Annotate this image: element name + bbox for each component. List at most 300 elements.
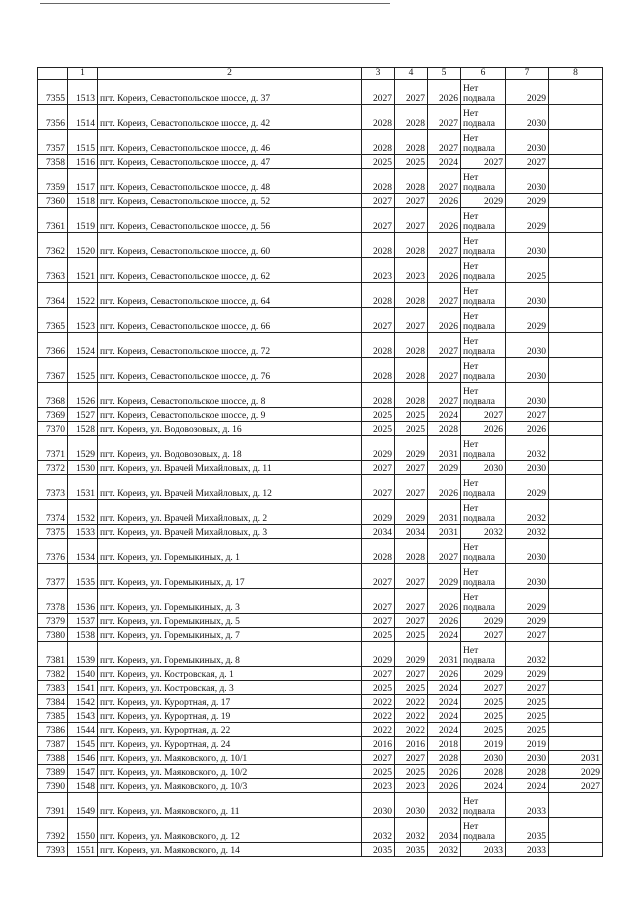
col-5-value: 2026 [428,194,461,208]
col-8-value [549,105,603,130]
col-8-value [549,169,603,194]
col-5-value: 2027 [428,105,461,130]
header-cell: 1 [68,68,98,80]
row-number: 7392 [38,818,68,843]
col-4-value: 2028 [395,130,428,155]
col-6-value: Нет подвала [461,500,506,525]
col-1-value: 1543 [68,709,98,723]
col-3-value: 2022 [362,695,395,709]
address-cell: пгт. Кореиз, ул. Курортная, д. 19 [98,709,362,723]
col-7-value: 2030 [506,751,549,765]
col-8-value: 2027 [549,779,603,793]
col-3-value: 2027 [362,80,395,105]
col-8-value [549,695,603,709]
page-top-rule [40,3,390,4]
col-8-value [549,333,603,358]
col-1-value: 1513 [68,80,98,105]
row-number: 7380 [38,628,68,642]
col-7-value: 2032 [506,525,549,539]
col-7-value: 2019 [506,737,549,751]
col-1-value: 1542 [68,695,98,709]
col-6-value: Нет подвала [461,283,506,308]
table-row [38,169,603,194]
col-6-value: 2024 [461,779,506,793]
table-row [38,308,603,333]
col-1-value: 1526 [68,383,98,408]
address-cell: пгт. Кореиз, ул. Водовозовых, д. 18 [98,436,362,461]
col-4-value: 2034 [395,525,428,539]
col-1-value: 1533 [68,525,98,539]
col-4-value: 2027 [395,194,428,208]
row-number: 7384 [38,695,68,709]
col-6-value: 2029 [461,667,506,681]
table-row [38,628,603,642]
col-1-value: 1539 [68,642,98,667]
col-1-value: 1514 [68,105,98,130]
col-6-value: Нет подвала [461,208,506,233]
row-number: 7378 [38,589,68,614]
col-4-value: 2028 [395,169,428,194]
col-5-value: 2026 [428,667,461,681]
col-6-value: 2027 [461,681,506,695]
col-5-value: 2024 [428,681,461,695]
address-cell: пгт. Кореиз, Севастопольское шоссе, д. 76 [98,358,362,383]
col-1-value: 1525 [68,358,98,383]
col-7-value: 2029 [506,208,549,233]
header-cell: 3 [362,68,395,80]
col-5-value: 2026 [428,208,461,233]
row-number: 7390 [38,779,68,793]
header-cell: 6 [461,68,506,80]
col-3-value: 2028 [362,383,395,408]
address-cell: пгт. Кореиз, ул. Маяковского, д. 10/1 [98,751,362,765]
col-7-value: 2029 [506,667,549,681]
col-3-value: 2028 [362,283,395,308]
col-6-value: Нет подвала [461,642,506,667]
table-row [38,194,603,208]
col-7-value: 2025 [506,258,549,283]
col-7-value: 2030 [506,358,549,383]
col-8-value [549,383,603,408]
col-3-value: 2022 [362,709,395,723]
row-number: 7389 [38,765,68,779]
col-6-value: 2025 [461,695,506,709]
col-1-value: 1537 [68,614,98,628]
table-row [38,80,603,105]
col-5-value: 2024 [428,155,461,169]
address-cell: пгт. Кореиз, ул. Маяковского, д. 10/2 [98,765,362,779]
col-6-value: Нет подвала [461,436,506,461]
col-6-value: 2019 [461,737,506,751]
row-number: 7383 [38,681,68,695]
col-8-value [549,525,603,539]
col-5-value: 2034 [428,818,461,843]
address-cell: пгт. Кореиз, ул. Курортная, д. 22 [98,723,362,737]
col-8-value [549,539,603,564]
col-6-value: Нет подвала [461,80,506,105]
col-3-value: 2022 [362,723,395,737]
col-7-value: 2030 [506,283,549,308]
col-6-value: 2027 [461,628,506,642]
address-cell: пгт. Кореиз, ул. Горемыкиных, д. 1 [98,539,362,564]
address-cell: пгт. Кореиз, Севастопольское шоссе, д. 56 [98,208,362,233]
col-6-value: 2032 [461,525,506,539]
col-1-value: 1544 [68,723,98,737]
col-5-value: 2027 [428,283,461,308]
table-row [38,358,603,383]
col-5-value: 2032 [428,793,461,818]
col-8-value [549,681,603,695]
col-1-value: 1518 [68,194,98,208]
row-number: 7391 [38,793,68,818]
col-6-value: 2027 [461,155,506,169]
col-3-value: 2025 [362,765,395,779]
table-row [38,681,603,695]
table-row [38,422,603,436]
col-3-value: 2027 [362,667,395,681]
row-number: 7379 [38,614,68,628]
row-number: 7382 [38,667,68,681]
col-4-value: 2027 [395,208,428,233]
col-3-value: 2025 [362,681,395,695]
col-5-value: 2028 [428,751,461,765]
col-8-value [549,283,603,308]
col-8-value [549,628,603,642]
col-5-value: 2029 [428,461,461,475]
col-8-value [549,436,603,461]
row-number: 7364 [38,283,68,308]
col-7-value: 2029 [506,194,549,208]
col-3-value: 2027 [362,208,395,233]
row-number: 7356 [38,105,68,130]
row-number: 7370 [38,422,68,436]
col-5-value: 2031 [428,436,461,461]
col-8-value [549,737,603,751]
col-6-value: 2030 [461,751,506,765]
table-row [38,500,603,525]
col-4-value: 2028 [395,383,428,408]
col-8-value [549,793,603,818]
col-6-value: 2029 [461,614,506,628]
col-7-value: 2030 [506,564,549,589]
col-7-value: 2029 [506,475,549,500]
col-4-value: 2027 [395,80,428,105]
col-3-value: 2028 [362,233,395,258]
col-4-value: 2032 [395,818,428,843]
address-cell: пгт. Кореиз, Севастопольское шоссе, д. 42 [98,105,362,130]
col-1-value: 1528 [68,422,98,436]
col-7-value: 2032 [506,500,549,525]
col-4-value: 2027 [395,589,428,614]
col-4-value: 2025 [395,628,428,642]
col-5-value: 2031 [428,525,461,539]
col-4-value: 2028 [395,283,428,308]
col-5-value: 2028 [428,422,461,436]
col-3-value: 2028 [362,539,395,564]
col-3-value: 2027 [362,614,395,628]
col-5-value: 2027 [428,233,461,258]
col-7-value: 2028 [506,765,549,779]
col-3-value: 2029 [362,500,395,525]
col-1-value: 1535 [68,564,98,589]
col-7-value: 2025 [506,695,549,709]
table-row [38,461,603,475]
col-6-value: Нет подвала [461,589,506,614]
col-5-value: 2026 [428,614,461,628]
col-3-value: 2027 [362,194,395,208]
header-cell: 2 [98,68,362,80]
table-row [38,723,603,737]
table-row [38,155,603,169]
col-7-value: 2025 [506,709,549,723]
col-8-value [549,475,603,500]
table-row [38,130,603,155]
address-cell: пгт. Кореиз, ул. Костровская, д. 3 [98,681,362,695]
table-row [38,818,603,843]
col-6-value: Нет подвала [461,130,506,155]
col-1-value: 1548 [68,779,98,793]
col-5-value: 2026 [428,765,461,779]
col-4-value: 2027 [395,751,428,765]
col-8-value [549,408,603,422]
col-3-value: 2029 [362,642,395,667]
col-5-value: 2024 [428,709,461,723]
address-cell: пгт. Кореиз, Севастопольское шоссе, д. 66 [98,308,362,333]
col-5-value: 2026 [428,475,461,500]
col-3-value: 2027 [362,564,395,589]
address-cell: пгт. Кореиз, Севастопольское шоссе, д. 60 [98,233,362,258]
address-cell: пгт. Кореиз, ул. Маяковского, д. 14 [98,843,362,857]
table-row [38,208,603,233]
col-7-value: 2024 [506,779,549,793]
col-3-value: 2025 [362,628,395,642]
address-cell: пгт. Кореиз, Севастопольское шоссе, д. 52 [98,194,362,208]
col-6-value: 2028 [461,765,506,779]
table-row [38,525,603,539]
col-5-value: 2027 [428,130,461,155]
col-1-value: 1521 [68,258,98,283]
col-8-value [549,564,603,589]
col-8-value: 2029 [549,765,603,779]
col-8-value [549,461,603,475]
col-4-value: 2029 [395,500,428,525]
col-4-value: 2027 [395,614,428,628]
table-row [38,283,603,308]
row-number: 7393 [38,843,68,857]
col-8-value [549,589,603,614]
col-7-value: 2030 [506,383,549,408]
col-5-value: 2027 [428,358,461,383]
col-6-value: Нет подвала [461,383,506,408]
col-1-value: 1522 [68,283,98,308]
col-1-value: 1538 [68,628,98,642]
col-7-value: 2030 [506,461,549,475]
row-number: 7365 [38,308,68,333]
col-4-value: 2025 [395,681,428,695]
col-6-value: Нет подвала [461,258,506,283]
address-cell: пгт. Кореиз, ул. Врачей Михайловых, д. 2 [98,500,362,525]
address-cell: пгт. Кореиз, ул. Курортная, д. 17 [98,695,362,709]
col-4-value: 2025 [395,422,428,436]
address-cell: пгт. Кореиз, ул. Горемыкиных, д. 5 [98,614,362,628]
col-7-value: 2027 [506,155,549,169]
col-5-value: 2026 [428,589,461,614]
address-cell: пгт. Кореиз, ул. Горемыкиных, д. 8 [98,642,362,667]
col-8-value [549,208,603,233]
col-3-value: 2025 [362,408,395,422]
col-7-value: 2029 [506,589,549,614]
col-5-value: 2018 [428,737,461,751]
col-1-value: 1531 [68,475,98,500]
col-5-value: 2027 [428,333,461,358]
row-number: 7358 [38,155,68,169]
col-3-value: 2028 [362,169,395,194]
col-6-value: Нет подвала [461,358,506,383]
col-3-value: 2032 [362,818,395,843]
row-number: 7386 [38,723,68,737]
row-number: 7377 [38,564,68,589]
col-8-value [549,818,603,843]
col-3-value: 2023 [362,779,395,793]
col-3-value: 2028 [362,333,395,358]
col-1-value: 1523 [68,308,98,333]
col-4-value: 2016 [395,737,428,751]
col-8-value [549,130,603,155]
col-3-value: 2027 [362,308,395,333]
col-4-value: 2035 [395,843,428,857]
col-6-value: 2029 [461,194,506,208]
row-number: 7366 [38,333,68,358]
col-4-value: 2027 [395,308,428,333]
col-4-value: 2028 [395,233,428,258]
col-6-value: 2030 [461,461,506,475]
col-7-value: 2030 [506,130,549,155]
col-4-value: 2028 [395,333,428,358]
row-number: 7371 [38,436,68,461]
col-5-value: 2026 [428,779,461,793]
col-8-value [549,233,603,258]
col-3-value: 2027 [362,461,395,475]
col-6-value: Нет подвала [461,793,506,818]
col-1-value: 1520 [68,233,98,258]
col-7-value: 2027 [506,681,549,695]
table-row [38,233,603,258]
col-4-value: 2025 [395,765,428,779]
col-6-value: 2033 [461,843,506,857]
table-row [38,564,603,589]
table-row [38,843,603,857]
col-6-value: Нет подвала [461,308,506,333]
col-6-value: 2026 [461,422,506,436]
row-number: 7387 [38,737,68,751]
table-row [38,258,603,283]
table-row [38,695,603,709]
col-4-value: 2025 [395,408,428,422]
table-row [38,642,603,667]
col-7-value: 2030 [506,169,549,194]
col-1-value: 1551 [68,843,98,857]
row-number: 7381 [38,642,68,667]
col-8-value [549,709,603,723]
table-row [38,475,603,500]
table-row [38,793,603,818]
col-1-value: 1546 [68,751,98,765]
col-5-value: 2027 [428,383,461,408]
header-cell [38,68,68,80]
col-8-value [549,308,603,333]
table-row [38,751,603,765]
address-cell: пгт. Кореиз, ул. Врачей Михайловых, д. 12 [98,475,362,500]
table-row [38,589,603,614]
col-1-value: 1547 [68,765,98,779]
header-cell: 8 [549,68,603,80]
col-7-value: 2030 [506,539,549,564]
col-6-value: Нет подвала [461,539,506,564]
col-1-value: 1536 [68,589,98,614]
col-5-value: 2027 [428,539,461,564]
col-7-value: 2032 [506,642,549,667]
table-row [38,667,603,681]
address-cell: пгт. Кореиз, Севастопольское шоссе, д. 8 [98,383,362,408]
address-cell: пгт. Кореиз, Севастопольское шоссе, д. 9 [98,408,362,422]
table-row [38,779,603,793]
address-cell: пгт. Кореиз, ул. Водовозовых, д. 16 [98,422,362,436]
col-7-value: 2029 [506,80,549,105]
row-number: 7362 [38,233,68,258]
col-1-value: 1517 [68,169,98,194]
row-number: 7372 [38,461,68,475]
col-6-value: Нет подвала [461,475,506,500]
col-1-value: 1549 [68,793,98,818]
col-7-value: 2030 [506,233,549,258]
table-row [38,383,603,408]
table-row [38,539,603,564]
col-3-value: 2035 [362,843,395,857]
address-cell: пгт. Кореиз, ул. Горемыкиных, д. 3 [98,589,362,614]
col-7-value: 2030 [506,105,549,130]
address-cell: пгт. Кореиз, ул. Врачей Михайловых, д. 11 [98,461,362,475]
col-5-value: 2024 [428,628,461,642]
row-number: 7385 [38,709,68,723]
col-4-value: 2029 [395,642,428,667]
col-3-value: 2030 [362,793,395,818]
col-3-value: 2029 [362,436,395,461]
col-5-value: 2032 [428,843,461,857]
col-7-value: 2035 [506,818,549,843]
col-7-value: 2027 [506,408,549,422]
col-1-value: 1516 [68,155,98,169]
col-5-value: 2027 [428,169,461,194]
row-number: 7361 [38,208,68,233]
address-cell: пгт. Кореиз, Севастопольское шоссе, д. 48 [98,169,362,194]
col-8-value [549,614,603,628]
col-4-value: 2027 [395,461,428,475]
address-cell: пгт. Кореиз, Севастопольское шоссе, д. 46 [98,130,362,155]
col-7-value: 2029 [506,308,549,333]
col-1-value: 1540 [68,667,98,681]
col-5-value: 2024 [428,408,461,422]
col-8-value [549,500,603,525]
header-cell: 7 [506,68,549,80]
col-3-value: 2028 [362,130,395,155]
col-5-value: 2029 [428,564,461,589]
col-4-value: 2028 [395,539,428,564]
col-6-value: 2025 [461,709,506,723]
address-cell: пгт. Кореиз, Севастопольское шоссе, д. 62 [98,258,362,283]
row-number: 7369 [38,408,68,422]
col-5-value: 2026 [428,308,461,333]
col-8-value: 2031 [549,751,603,765]
